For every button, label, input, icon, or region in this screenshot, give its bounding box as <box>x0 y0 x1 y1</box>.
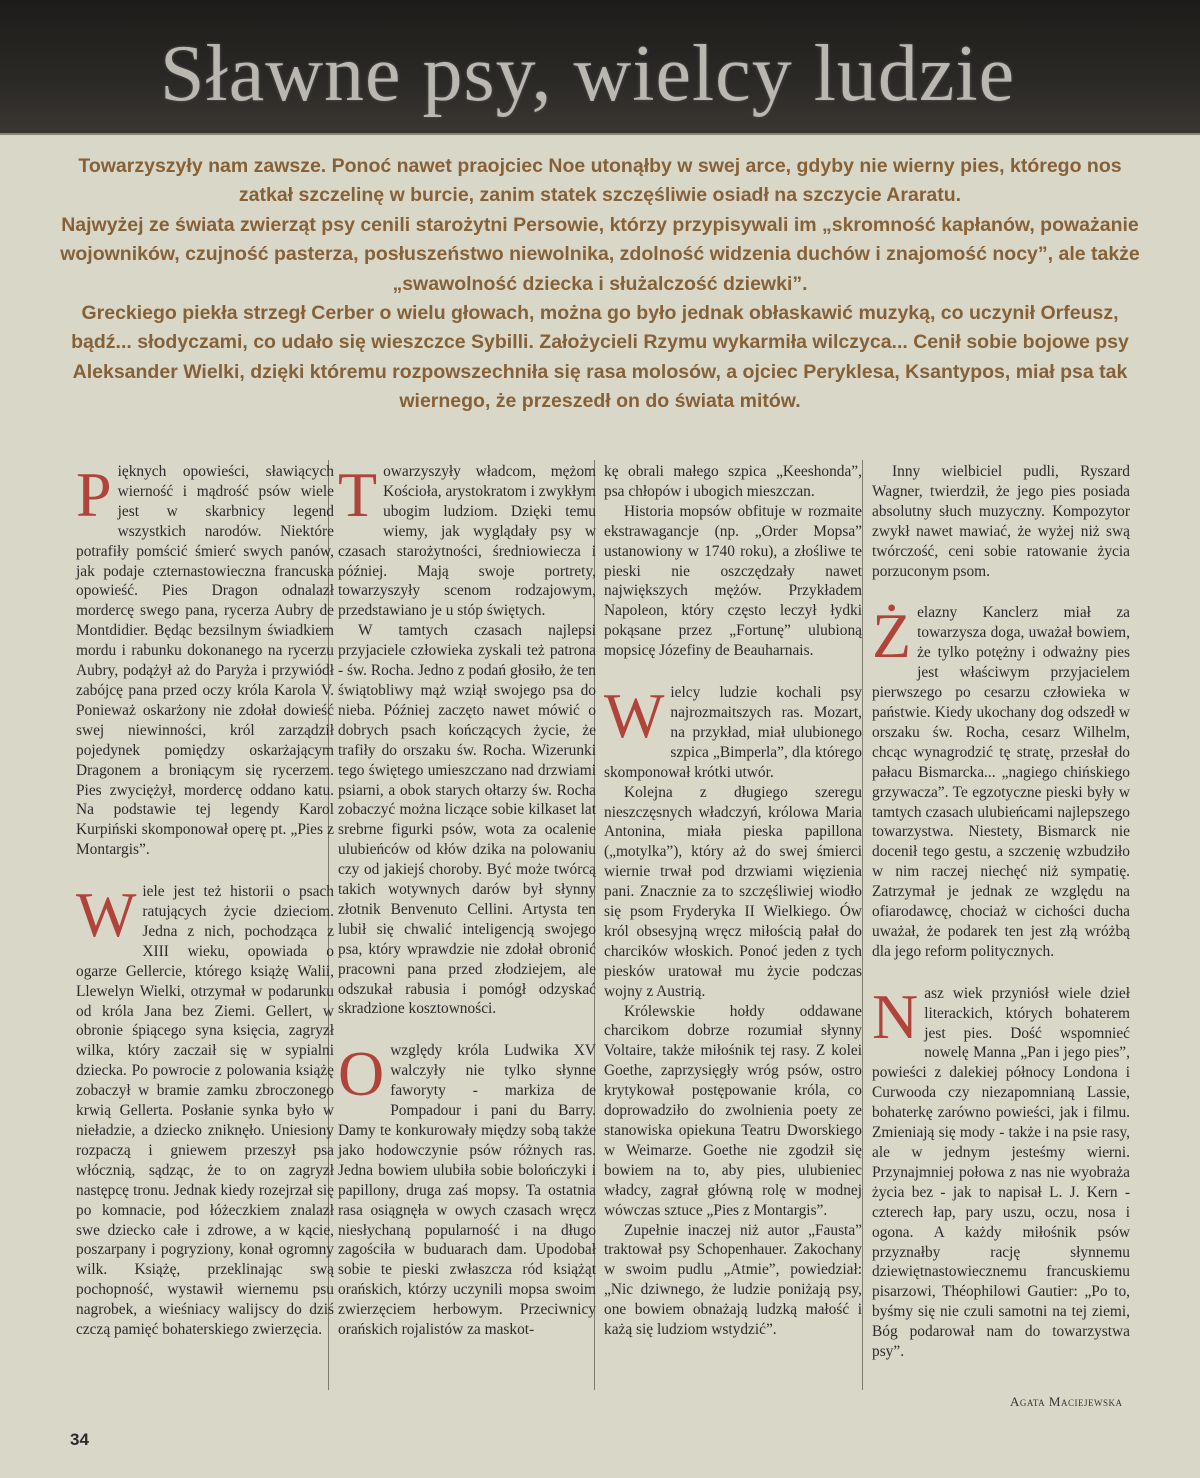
lead-text-2: Najwyżej ze świata zwierząt psy cenili starożytni Persowie, którzy przypisywali im „skromność kapłanów, poważanie wojowników, czujność pasterza, posłuszeństwo niewolnika, zdolność widzenia duchów i znajomość nocy”, ale także „swawolność dziecka i służalczość dziewki”. <box>60 213 1140 295</box>
paragraph-text: W tamtych czasach najlepsi przyjaciele człowieka zyskali też patrona - św. Rocha. Jedno z podań głosiło, że ten świątobliwy mąż wziął swojego psa do nieba. Później zaczęto nawet mówić o dobrych psach kończących życie, że trafiły do orszaku św. Rocha. Wizerunki tego świętego umieszczano nad drzwiami psiarni, a obok starych ołtarzy św. Rocha zobaczyć można liczące sobie kilkaset lat srebrne figurki psów, wota za ocalenie ulubieńców od kłów dzika na polowaniu czy od jakiejś choroby. Być może twórcą takich wotywnych darów był słynny złotnik Benvenuto Cellini. Artysta ten lubił się chwalić inteligencją swojego psa, który wprawdzie nie zdołał obronić pracowni pana przed złodziejem, ale odszukał rabusia i pomógł odzyskać skradzione kosztowności. <box>338 622 596 1018</box>
paragraph <box>604 680 862 783</box>
paragraph <box>604 502 862 661</box>
paragraph <box>604 783 862 1002</box>
paragraph-text: ielcy ludzie kochali psy najrozmaitszych ras. Mozart, na przykład, miał ulubionego szpica „Bimperla”, dla którego skomponował krótki utwór. <box>604 684 862 781</box>
paragraph <box>338 459 596 621</box>
paragraph <box>76 879 334 1340</box>
paragraph-text: Historia mopsów obfituje w rozmaite ekstrawagancje (np. „Order Mopsa” ustanowiony w 1740 roku), a złośliwe te pieski nie oszczędzały nawet największych mężów. Przykładem Napoleon, który często leczył łydki pokąsane przez „Fortunę” ulubioną mopsicę Józefiny de Beauharnais. <box>604 502 862 660</box>
paragraph-text: ięknych opowieści, sławiących wierność i mądrość psów wiele jest w skarbnicy legend wszystkich narodów. Niektóre potrafiły pomścić śmierć swych panów, jak podaje czternastowieczna francuska opowieść. Pies Dragon odnalazł mordercę swego pana, rycerza Aubry de Montdidier. Będąc bezsilnym świadkiem mordu i rabunku dokonanego na rycerzu Aubry, podążył aż do Paryża i przywiódł zabójcę pana przed oczy króla Karola V. Ponieważ oskarżony nie zdołał dowieść swej niewinności, król zarządził pojedynek pomiędzy oskarżającym Dragonem a broniącym się rycerzem. Pies zwyciężył, mordercę oddano katu. Na podstawie tej legendy Karol Kurpiński skomponował operę pt. „Pies z Montargis”. <box>76 463 334 859</box>
drop-cap: N <box>872 980 919 1052</box>
lead-text-1: Towarzyszyły nam zawsze. Ponoć nawet praojciec Noe utonąłby w swej arce, gdyby nie wierny pies, którego nos zatkał szczelinę w burcie, zanim statek szczęśliwie osiadł na szczycie Araratu. <box>78 155 1122 207</box>
article-column-1 <box>76 459 334 1340</box>
article-column-2 <box>338 459 596 1340</box>
paragraph-text: kę obrali małego szpica „Keeshonda”, psa chłopów i ubogich mieszczan. <box>604 463 862 500</box>
paragraph <box>872 980 1130 1362</box>
article-column-3 <box>604 462 862 1340</box>
page-title: Sławne psy, wielcy ludzie <box>160 30 1016 118</box>
lead-paragraph <box>60 152 1140 417</box>
author-signature: Agata Maciejewska <box>1010 1394 1123 1409</box>
paragraph <box>338 1038 596 1340</box>
drop-cap: O <box>338 1038 385 1110</box>
paragraph-text: owarzyszyły władcom, mężom Kościoła, arystokratom i zwykłym ubogim ludziom. Dzięki temu wiemy, jak wyglądały psy w czasach starożytności, średniowiecza i później. Mają swoje portrety, towarzyszyły scenom rodzajowym, przedstawiano je u stóp świętych. <box>338 463 596 620</box>
title-divider <box>0 133 1200 135</box>
paragraph-text: względy króla Ludwika XV walczyły nie tylko słynne faworyty - markiza de Pompadour i pani du Barry. Damy te konkurowały między sobą także jako hodowczynie psów różnych ras. Jedna bowiem ulubiła sobie bolończyki i papillony, druga zaś mopsy. Ta ostatnia rasa osiągnęła w owych czasach wręcz niesłychaną popularność i na długo zagościła w buduarach dam. Upodobał sobie te pieski zwłaszcza ród książąt orańskich, którzy uczynili mopsa swoim zwierzęciem herbowym. Przeciwnicy orańskich rojalistów za maskot- <box>338 1042 596 1339</box>
paragraph-text: Kolejna z długiego szeregu nieszczęsnych władczyń, królowa Maria Antonina, miała pieska papillona („motylka”), który aż do swej śmierci wiernie trwał pod drzwiami więzienia pani. Znacznie za to szczęśliwiej wiodło się psom Fryderyka II Wielkiego. Ów król obsesyjną wręcz miłością pałał do charcików włoskich. Ponoć jeden z tych piesków uratował mu życie podczas wojny z Austrią. <box>604 783 862 1000</box>
lead-text-3: Greckiego piekła strzegł Cerber o wielu głowach, można go było jednak obłaskawić muzyką, co uczynił Orfeusz, bądź... słodyczami, co udało się wieszczce Sybilli. Założycieli Rzymu wykarmiła wilczyca... Cenił sobie bojowe psy Aleksander Wielki, dzięki któremu rozpowszechniła się rasa molosów, a ojciec Peryklesa, Ksantypos, miał psa tak wiernego, że przeszedł on do świata mitów. <box>71 302 1129 413</box>
paragraph-text: Inny wielbiciel pudli, Ryszard Wagner, twierdził, że jego pies posiada absolutny słuch muzyczny. Kompozytor zwykł nawet mawiać, że wyżej niż swą twórczość, ceni sobie ratowanie życia porzuconym psom. <box>872 463 1130 580</box>
paragraph-text: Zupełnie inaczej niż autor „Fausta” traktował psy Schopenhauer. Zakochany w swoim pudlu „Atmie”, powiedział: „Nic dziwnego, że ludzie poniżają psy, one bowiem obnażają ludzką małość i każą się ludziom wstydzić”. <box>604 1221 862 1339</box>
paragraph <box>604 1221 862 1340</box>
title-band <box>0 0 1200 135</box>
paragraph-text: asz wiek przyniósł wiele dzieł literackich, których bohaterem jest pies. Dość wspomnieć nowelę Manna „Pan i jego pies”, powieści z dalekiej północy Londona i Curwooda czy niezapomnianą Lassie, bohaterkę zarówno powieści, jak i filmu. Zmieniają się mody - także i na psie rasy, ale w jednym jesteśmy wierni. Przynajmniej połowa z nas nie wyobraża życia bez - jak to napisał L. J. Kern - czterech łap, pary uszu, oczu, nosa i ogona. A każdy miłośnik psów przyznałby rację słynnemu dziewiętnastowiecznemu francuskiemu pisarzowi, Théophilowi Gautier: „Po to, byśmy się nie czuli samotni na tej ziemi, Bóg podarował nam do towarzystwa psy”. <box>872 984 1130 1361</box>
paragraph <box>872 600 1130 961</box>
paragraph-text: elazny Kanclerz miał za towarzysza doga, uważał bowiem, że tylko potężny i odważny pies jest właściwym przyjacielem pierwszego po cesarzu człowieka w państwie. Kiedy ukochany dog odszedł w orszaku św. Rocha, cesarz Wilhelm, chcąc wynagrodzić tę stratę, przesłał do pałacu Bismarcka... „nagiego chińskiego grzywacza”. Te egzotyczne pieski były w tamtych czasach ulubieńcami najlepszego towarzystwa. Niestety, Bismarck nie docenił tego gestu, a szczenię wzbudziło w nim raczej niechęć niż sympatię. Zatrzymał je jednak ze względu na ofiarodawcę, chociaż w cichości ducha uważał, że podarek ten jest złą wróżbą dla jego reform politycznych. <box>872 604 1130 960</box>
drop-cap: T <box>338 459 378 530</box>
drop-cap: W <box>76 879 137 951</box>
paragraph <box>76 459 334 860</box>
page-number: 34 <box>70 1430 89 1449</box>
article-column-4 <box>872 462 1130 1362</box>
column-divider <box>862 460 863 1390</box>
drop-cap: W <box>604 680 665 752</box>
paragraph <box>872 462 1130 581</box>
paragraph <box>604 462 862 502</box>
paragraph-text: iele jest też historii o psach ratujących życie dzieciom. Jedna z nich, pochodząca z XIII wieku, opowiada o ogarze Gellercie, którego książę Walii, Llewelyn Wielki, otrzymał w podarunku od króla Jana bez Ziemi. Gellert, w obronie śpiącego syna księcia, zagryzł wilka, który zaczaił się w sypialni dziecka. Po powrocie z polowania książę zobaczył w bramie zamku zbroczonego krwią Gellerta. Posłanie synka było w nieładzie, a dziecko zniknęło. Uniesiony rozpaczą i gniewem przeszył psa włócznią, sądząc, że to on zagryzł następcę tronu. Jednak kiedy rozejrzał się po komnacie, pod łóżeczkiem znalazł swe dziecko całe i zdrowe, a w kącie, poszarpany i pogryziony, konał ogromny wilk. Książę, przeklinając swą pochopność, wystawił wiernemu psu nagrobek, a wieśniacy walijscy do dziś czczą pamięć bohaterskiego zwierzęcia. <box>76 883 334 1339</box>
drop-cap: P <box>76 459 112 530</box>
drop-cap: Ż <box>872 600 912 672</box>
paragraph <box>338 621 596 1019</box>
paragraph <box>604 1002 862 1221</box>
paragraph-text: Królewskie hołdy oddawane charcikom dobrze rozumiał słynny Voltaire, także miłośnik tej rasy. Z kolei Goethe, zaprzysięgły wróg psów, ostro krytykował postępowanie króla, co doprowadziło do zwolnienia poety ze stanowiska opiekuna Teatru Dworskiego w Weimarze. Goethe nie zgodził się bowiem na to, aby pies, ulubieniec władcy, zagrał główną rolę w modnej wówczas sztuce „Pies z Montargis”. <box>604 1002 862 1219</box>
